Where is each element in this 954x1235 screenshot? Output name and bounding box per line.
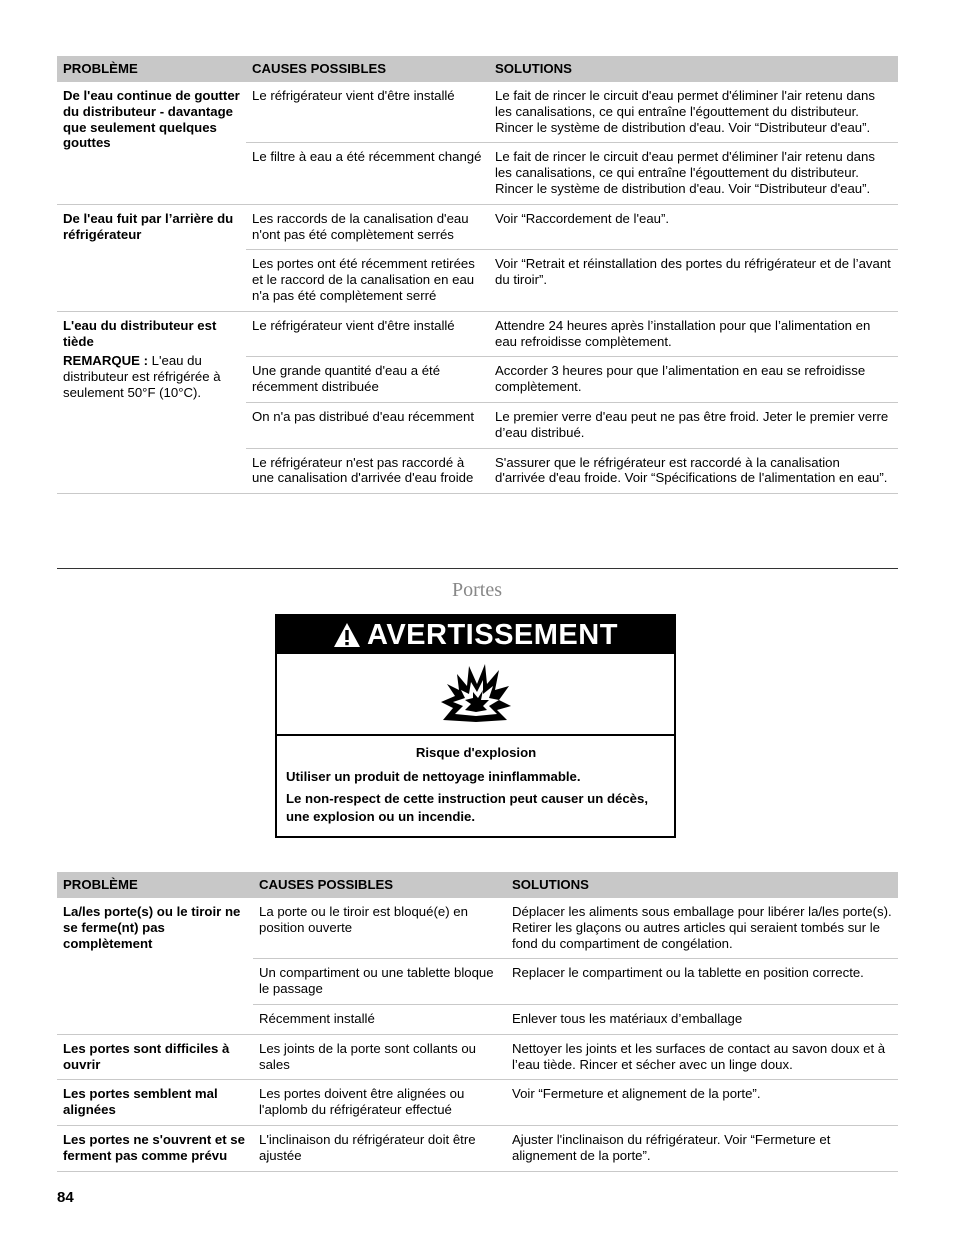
header-solutions: SOLUTIONS — [506, 872, 898, 898]
solution-cell: Accorder 3 heures pour que l’alimentation en eau se refroidisse complètement. — [489, 357, 898, 403]
solution-cell: Replacer le compartiment ou la tablette en position correcte. — [506, 959, 898, 1005]
section-divider — [57, 568, 898, 569]
explosion-icon — [441, 662, 511, 726]
troubleshooting-table-water — [57, 56, 898, 494]
cause-cell: Les raccords de la canalisation d'eau n'ont pas été complètement serrés — [246, 204, 489, 250]
warning-hazard: Risque d'explosion — [415, 745, 537, 760]
troubleshooting-table-doors — [57, 872, 898, 1172]
cause-cell: Un compartiment ou une tablette bloque le passage — [253, 959, 506, 1005]
cause-cell: On n'a pas distribué d'eau récemment — [246, 402, 489, 448]
table-row — [57, 1034, 898, 1080]
solution-cell: Voir “Raccordement de l'eau”. — [489, 204, 898, 250]
table-header-row — [57, 872, 898, 898]
table-row — [57, 204, 898, 250]
solution-cell: Le fait de rincer le circuit d'eau permet d'éliminer l'air retenu dans les canalisations, ce qui entraîne l'égouttement du distributeur. Rincer le système de distribution d'eau. Voir “Distributeur d'eau”. — [489, 82, 898, 143]
solution-cell: Attendre 24 heures après l’installation pour que l’alimentation en eau refroidisse complètement. — [489, 311, 898, 357]
problem-cell: De l'eau fuit par l’arrière du réfrigérateur — [57, 204, 246, 311]
warning-body — [277, 736, 674, 826]
table-row — [57, 1080, 898, 1126]
solution-cell: Nettoyer les joints et les surfaces de contact au savon doux et à l’eau tiède. Rincer et sécher avec un linge doux. — [506, 1034, 898, 1080]
warning-header — [277, 616, 674, 654]
warning-title: AVERTISSEMENT — [367, 618, 618, 651]
header-probleme: PROBLÈME — [57, 872, 253, 898]
remark-note — [63, 353, 240, 400]
cause-cell: Une grande quantité d'eau a été récemment distribuée — [246, 357, 489, 403]
problem-cell: Les portes semblent mal alignées — [57, 1080, 253, 1126]
explosion-icon-area — [277, 654, 674, 736]
solution-cell: Enlever tous les matériaux d’emballage — [506, 1004, 898, 1034]
warning-triangle-icon — [333, 622, 361, 648]
table-row — [57, 82, 898, 143]
cause-cell: Le réfrigérateur vient d'être installé — [246, 82, 489, 143]
cause-cell: Les portes ont été récemment retirées et le raccord de la canalisation en eau n'a pas été complètement serré — [246, 250, 489, 311]
cause-cell: Les joints de la porte sont collants ou sales — [253, 1034, 506, 1080]
problem-cell: La/les porte(s) ou le tiroir ne se ferme(nt) pas complètement — [57, 898, 253, 1034]
cause-cell: Le filtre à eau a été récemment changé — [246, 143, 489, 204]
solution-cell: Le premier verre d'eau peut ne pas être froid. Jeter le premier verre d’eau distribué. — [489, 402, 898, 448]
solution-cell: S'assurer que le réfrigérateur est raccordé à la canalisation d'arrivée d'eau froide. Voir “Spécifications de l'alimentation en eau”. — [489, 448, 898, 494]
warning-box — [275, 614, 676, 838]
remark-text: L'eau du distributeur est réfrigérée à seulement 50°F (10°C). — [63, 353, 221, 400]
solution-cell: Le fait de rincer le circuit d'eau permet d'éliminer l'air retenu dans les canalisations, ce qui entraîne l'égouttement du distributeur. Rincer le système de distribution d'eau. Voir “Distributeur d'eau”. — [489, 143, 898, 204]
problem-cell — [57, 311, 246, 493]
header-probleme: PROBLÈME — [57, 56, 246, 82]
solution-cell: Voir “Retrait et réinstallation des portes du réfrigérateur et de l’avant du tiroir”. — [489, 250, 898, 311]
table-row — [57, 1125, 898, 1171]
warning-line-2: Le non-respect de cette instruction peut causer un décès, une explosion ou un incendie. — [286, 791, 649, 824]
table-row — [57, 311, 898, 357]
solution-cell: Ajuster l'inclinaison du réfrigérateur. Voir “Fermeture et alignement de la porte”. — [506, 1125, 898, 1171]
header-causes: CAUSES POSSIBLES — [246, 56, 489, 82]
problem-title: L'eau du distributeur est tiède — [63, 317, 217, 349]
table-header-row — [57, 56, 898, 82]
cause-cell: L'inclinaison du réfrigérateur doit être ajustée — [253, 1125, 506, 1171]
solution-cell: Voir “Fermeture et alignement de la porte”. — [506, 1080, 898, 1126]
solution-cell: Déplacer les aliments sous emballage pour libérer la/les porte(s). Retirer les glaçons ou autres articles qui seraient tombés sur le fond du compartiment de congélation. — [506, 898, 898, 959]
header-solutions: SOLUTIONS — [489, 56, 898, 82]
cause-cell: Les portes doivent être alignées ou l'aplomb du réfrigérateur effectué — [253, 1080, 506, 1126]
cause-cell: Le réfrigérateur vient d'être installé — [246, 311, 489, 357]
problem-cell: Les portes sont difficiles à ouvrir — [57, 1034, 253, 1080]
section-title: Portes — [452, 579, 502, 601]
remark-label: REMARQUE : — [63, 353, 148, 369]
problem-cell: De l'eau continue de goutter du distributeur - davantage que seulement quelques gouttes — [57, 82, 246, 204]
page-number: 84 — [57, 1189, 74, 1206]
cause-cell: Récemment installé — [253, 1004, 506, 1034]
problem-cell: Les portes ne s'ouvrent et se ferment pas comme prévu — [57, 1125, 253, 1171]
warning-line-1: Utiliser un produit de nettoyage ininflammable. — [286, 769, 581, 784]
table-row — [57, 898, 898, 959]
cause-cell: La porte ou le tiroir est bloqué(e) en position ouverte — [253, 898, 506, 959]
cause-cell: Le réfrigérateur n'est pas raccordé à une canalisation d'arrivée d'eau froide — [246, 448, 489, 494]
header-causes: CAUSES POSSIBLES — [253, 872, 506, 898]
